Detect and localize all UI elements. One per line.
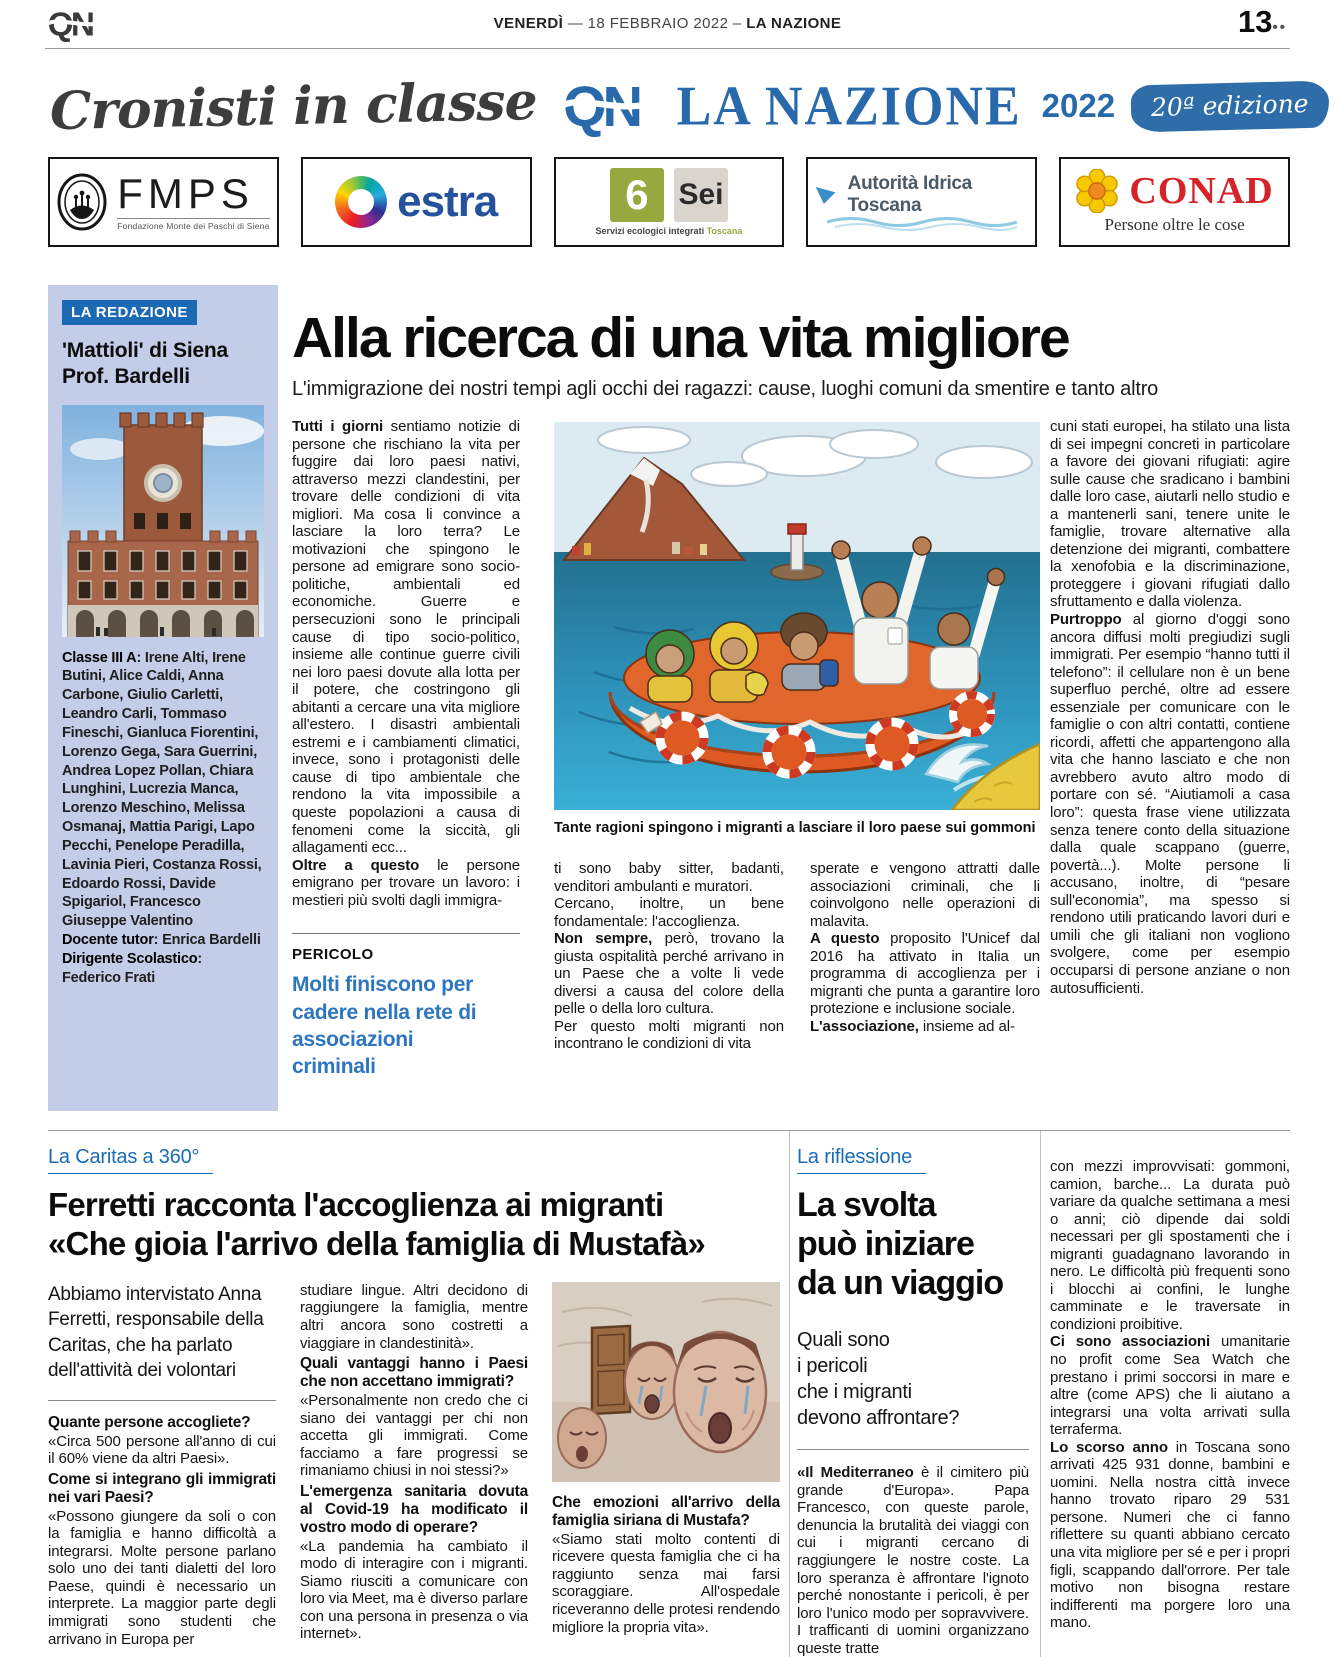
- sponsor-fmps-caption: Fondazione Monte dei Paschi di Siena: [117, 218, 269, 231]
- article-column-4: cuni stati europei, ha stilato una lista di sei impegni concreti in particolare a favore dei giovani rifugiati: agire sulle cause che sradicano i bambini dalle loro case, aiutarli nello studio e a mantenerli sani, tenere unite le famiglie, trovare alternative alla detenzione dei migranti, combattere la xenofobia e la discriminazione, proteggere i giovani rifugiati dallo sfruttamento e dalla violenza. Purtroppo al giorno d'oggi sono ancora diffusi molti pregiudizi sugli immigrati. Per esempio “hanno tutti il telefono”: il cellulare non è un bene superfluo perché, oltre ad essere essenziale per comunicare con le famiglie o con altri contatti, contiene ricordi, affetti che appartengono alla vita che hanno lasciato e che non avrebbero avuto altro modo di portare con sé. “Aiutiamoli a casa loro”: questa frase viene utilizzata senza tenere conto della situazione dalla quale scappano (guerre, povertà...). Molte persone li accusano, inoltre, di “pesare sull'economia”, ma spesso si rendono utili praticando lavori duri e umili che gli italiani non vogliono svolgere, come per esempio occuparsi di persone anziane o non autosufficienti.: [1050, 418, 1290, 997]
- pericolo-text: Molti finiscono per cadere nella rete di associazioni criminali: [292, 973, 477, 1079]
- article-column-1: Tutti i giorni sentiamo notizie di persone che rischiano la vita per fuggire dai loro paesi nativi, attraverso mezzi clandestini, per trovare delle condizioni di vita migliori. Ma cosa li convince a lasciare la loro terra? Le motivazioni che spingono le persone ad emigrare sono socio-politiche, ambientali ed economiche. Guerre e persecuzioni sono le principali cause di tipo socio-politico, insieme alle continue guerre civili nei loro paesi dovute alla lotta per il potere, che costringono gli abitanti a cercare una vita migliore all'estero. I disastri ambientali estremi e i cambiamenti climatici, invece, sono i protagonisti delle cause di tipo ambientale che rendono la vita impossibile a queste popolazioni a causa di fenomeni come la siccità, gli allagamenti ecc... Oltre a questo le persone emigrano per trovare un lavoro: i mestieri più svolti dagli immigra- PERICOLO Molti finiscono per cadere nella rete di associazioni criminali: [292, 418, 520, 1081]
- la-nazione-logo: LA NAZIONE: [676, 75, 1022, 137]
- riflessione-column-2: con mezzi improvvisati: gommoni, camion, barche... La durata può variare da qualche settimana a mesi o anni; ciò dipende dai soldi necessari per gli spostamenti che i migranti guadagnano lavorando in nero. Le difficoltà più frequenti sono i blocchi ai confini, le lunghe camminate e le traversate in condizioni proibitive. Ci sono associazioni umanitarie no profit come Sea Watch che prestano i primi soccorsi in mare e altre (come APS) che li aiutano a integrarsi una volta arrivati sulla terraferma. Lo scorso anno in Toscana sono arrivati 425 931 donne, bambini e uomini. Nella nostra città invece hanno trovato riparo 29 531 persone. Numeri che ci fanno riflettere su quanti abbiano cercato una vita migliore per sé e per i propri figli, scappando dall'orrore. Per tale motivo non bisogna restare indifferenti ma porgere loro una mano.: [1050, 1158, 1291, 1632]
- dateline-day: VENERDÌ: [493, 15, 564, 32]
- caritas-intro: Abbiamo intervistato Anna Ferretti, responsabile della Caritas, che ha parlato dell'attività dei volontari: [48, 1282, 276, 1401]
- sponsor-autorita-idrica: [806, 157, 1037, 247]
- edition-badge: 20ª edizione: [1131, 80, 1330, 132]
- sponsor-conad-tagline: Persone oltre le cose: [1104, 215, 1245, 234]
- page-number-dots: ••: [1272, 19, 1287, 36]
- sponsor-sei-caption: Servizi ecologici integrati Toscana: [595, 226, 743, 236]
- sponsor-ait-name: Autorità Idrica Toscana: [847, 173, 972, 216]
- redazione-badge: LA REDAZIONE: [62, 300, 197, 325]
- riflessione-rule: [797, 1449, 1029, 1450]
- sponsor-estra: [301, 157, 532, 247]
- header-rule: [45, 48, 1290, 49]
- riflessione-headline: La svolta può iniziare da un viaggio: [797, 1186, 1004, 1303]
- svg-text:QN: QN: [47, 6, 93, 42]
- main-article: [292, 306, 1290, 1121]
- tutor-label: Docente tutor: [62, 932, 154, 949]
- article-column-2: ti sono baby sitter, badanti, venditori ambulanti e muratori. Cercano, inoltre, un bene fondamentale: l'accoglienza. Non sempre, però, trovano la giusta ospitalità perché arrivano in un Paese che a volte li vede diversi a causa del colore della pelle o della loro cultura. Per questo molti migranti non incontrano le condizioni di vita: [554, 860, 784, 1053]
- estra-swirl-icon: [327, 167, 396, 236]
- sponsor-fmps-name: FMPS: [117, 170, 254, 217]
- column-divider: [1040, 1131, 1041, 1657]
- school-name: 'Mattioli' di Siena Prof. Bardelli: [62, 339, 229, 389]
- sponsor-row: [48, 157, 1290, 247]
- image-caption: Tante ragioni spingono i migranti a lasciare il loro paese sui gommoni: [554, 820, 1036, 836]
- dateline-paper: LA NAZIONE: [746, 15, 842, 32]
- dateline-date: — 18 FEBBRAIO 2022 –: [567, 15, 742, 32]
- caritas-column-3: Che emozioni all'arrivo della famiglia siriana di Mustafa? «Siamo stati molto contenti di ricevere questa famiglia che ci ha raggiunto senza mai farsi scoraggiare. All'ospedale riceveranno delle protesi rendendo migliore la propria vita».: [552, 1282, 780, 1648]
- masthead-year: 2022: [1041, 87, 1116, 124]
- sponsor-fmps: [48, 157, 279, 247]
- caritas-column-2: studiare lingue. Altri decidono di raggiungere la famiglia, mentre altri ancora sono costretti a viaggiare in clandestinità». Quali vantaggi hanno i Paesi che non accettano immigrati? «Personalmente non credo che ci siano dei vantaggi per chi non accetta gli immigrati. Come facciamo a fare progressi se rimaniamo chiusi in noi stessi?» L'emergenza sanitaria dovuta al Covid-19 ha modificato il vostro modo di operare? «La pandemia ha cambiato il modo di interagire con i migranti. Siamo riusciti a comunicare con loro via Meet, ma è diverso parlare con una persona in presenza o via internet».: [300, 1281, 528, 1643]
- main-subtitle: L'immigrazione dei nostri tempi agli occhi dei ragazzi: cause, luoghi comuni da smentire e tanto altro: [292, 378, 1159, 400]
- svg-text:QN: QN: [562, 75, 639, 137]
- fmps-seal-icon: [57, 173, 107, 231]
- conad-flower-icon: [1075, 169, 1119, 213]
- dateline: [0, 15, 1335, 32]
- section-divider: [48, 1130, 1290, 1131]
- page-number: 13••: [1238, 4, 1287, 39]
- caritas-headline: Ferretti racconta l'accoglienza ai migranti «Che gioia l'arrivo della famiglia di Mustafà»: [48, 1186, 705, 1262]
- migrants-boat-illustration: [554, 422, 1040, 810]
- wave-icon: [827, 217, 1017, 231]
- sponsor-conad-name: CONAD: [1129, 170, 1274, 212]
- sponsor-conad: [1059, 157, 1290, 247]
- class-label: Classe III A: [62, 649, 137, 666]
- sponsor-sei-name: Sei: [674, 168, 728, 222]
- dirigente-label: Dirigente Scolastico: [62, 951, 198, 967]
- riflessione-kicker: La riflessione: [797, 1146, 926, 1174]
- caritas-article: [48, 1146, 782, 1648]
- palazzo-pubblico-photo: [62, 405, 264, 637]
- class-roster: Classe III A: Irene Alti, Irene Butini, Alice Caldi, Anna Carbone, Giulio Carletti, Leandro Carli, Tommaso Fineschi, Gianluca Fiorentini, Lorenzo Gega, Sara Guerrini, Andrea Lopez Pollan, Chiara Lunghini, Lucrezia Manca, Lorenzo Meschino, Melissa Osmanaj, Mattia Parigi, Lapo Pecchi, Penelope Peradilla, Lavinia Pieri, Costanza Rossi, Edoardo Rossi, Davide Spigariol, Francesco Giuseppe Valentino Docente tutor: Enrica Bardelli Dirigente Scolastico: Federico Frati: [62, 649, 262, 986]
- riflessione-standfirst: Quali sono i pericoli che i migranti devono affrontare?: [797, 1329, 960, 1430]
- caritas-kicker: La Caritas a 360°: [48, 1146, 213, 1174]
- masthead: [49, 62, 1309, 150]
- qn-logo-blue-icon: [563, 75, 667, 137]
- sponsor-estra-name: estra: [397, 177, 498, 226]
- water-drop-icon: [814, 183, 837, 207]
- sponsor-sei: [554, 157, 785, 247]
- riflessione-article: La riflessione La svolta può iniziare da un viaggio Quali sono i pericoli che i migranti devono affrontare? «Il Mediterraneo è il cimitero più grande d'Europa». Papa Francesco, con queste parole, denuncia la brutalità dei viaggi con cui i migranti cercano di raggiungere le nostre coste. La loro speranza è affrontare l'ignoto perché nonostante i pericoli, è per loro l'unico modo per sopravvivere. I trafficanti di uomini organizzano queste tratte: [797, 1146, 1029, 1657]
- main-headline: Alla ricerca di una vita migliore: [292, 306, 1069, 370]
- pericolo-box: [292, 933, 520, 1080]
- sei-logo-icon: 6: [610, 168, 664, 222]
- caritas-column-1: Abbiamo intervistato Anna Ferretti, responsabile della Caritas, che ha parlato dell'attività dei volontari Quante persone accogliete? «Circa 500 persone all'anno di cui il 60% viene da altri Paesi». Come si integrano gli immigrati nei vari Paesi? «Possono giungere da soli o con la famiglia e hanno difficoltà a integrarsi. Molte persone parlano solo uno dei tanti dialetti del loro Paese, quindi è necessario un interprete. La maggior parte degli immigrati sono studenti che arrivano in Europa per: [48, 1283, 276, 1648]
- column-divider: [789, 1131, 790, 1657]
- cronisti-in-classe-title: Cronisti in classe: [49, 70, 538, 142]
- pericolo-label: PERICOLO: [292, 946, 374, 964]
- sad-faces-illustration: [552, 1282, 780, 1482]
- redazione-sidebar: [48, 285, 278, 1111]
- article-column-3: sperate e vengono attratti dalle associazioni criminali, che li coinvolgono nelle operazioni di malavita. A questo proposito l'Unicef dal 2016 ha attivato in Italia un programma di accoglienza per i migranti che punta a garantire loro protezione e inclusione sociale. L'associazione, insieme ad al-: [810, 860, 1040, 1035]
